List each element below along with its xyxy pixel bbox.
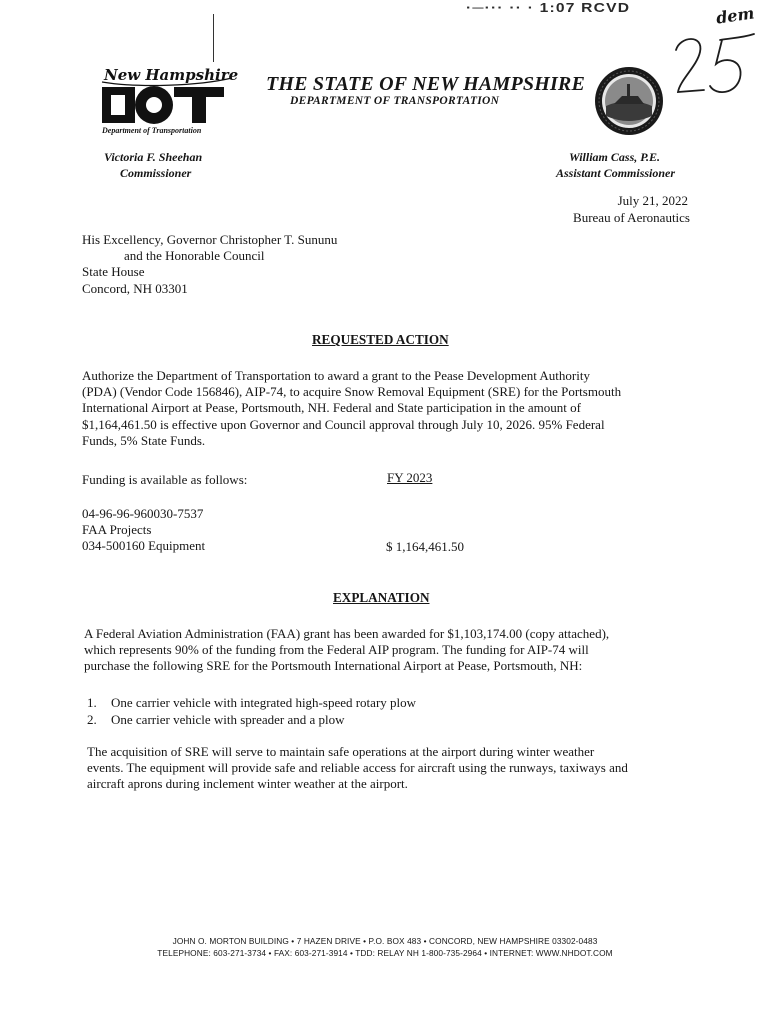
funding-amount: $ 1,164,461.50 — [386, 539, 464, 554]
addressee-line: and the Honorable Council — [124, 248, 265, 264]
funding-label: Funding is available as follows: — [82, 472, 248, 487]
funding-accounts — [82, 506, 205, 555]
footer-contact: TELEPHONE: 603-271-3734 • FAX: 603-271-3914 • TDD: RELAY NH 1-800-735-2964 • INTERNET: WWW.NHDOT.COM — [157, 948, 613, 958]
account-line: 04-96-96-960030-7537 — [82, 506, 204, 521]
assistant-commissioner-title: Assistant Commissioner — [556, 166, 676, 180]
account-line: FAA Projects — [82, 522, 152, 538]
state-seal-icon — [594, 66, 664, 136]
handwritten-number — [670, 30, 760, 102]
assistant-commissioner-name: William Cass, P.E. — [569, 150, 661, 164]
equipment-list — [87, 694, 416, 728]
pen-mark — [213, 14, 214, 62]
paragraph-line: $1,164,461.50 is effective upon Governor and Council approval through July 10, 2026. 95% Federal — [82, 416, 605, 432]
paragraph-line: events. The equipment will provide safe and reliable access for aircraft using the runways, taxiways and — [87, 760, 628, 776]
requested-action-text — [82, 368, 702, 449]
list-item-text: One carrier vehicle with integrated high-speed rotary plow — [111, 695, 417, 710]
paragraph-line: The acquisition of SRE will serve to maintain safe operations at the airport during winter weather — [87, 744, 595, 759]
addressee-line: State House — [82, 264, 145, 280]
department-name: DEPARTMENT OF TRANSPORTATION — [290, 95, 500, 107]
requested-action-heading: REQUESTED ACTION — [312, 332, 449, 347]
list-item-text: One carrier vehicle with spreader and a plow — [111, 712, 345, 727]
explanation-closing — [87, 744, 707, 793]
explanation-text — [84, 626, 704, 675]
paragraph-line: Authorize the Department of Transportation to award a grant to the Pease Development Authority — [82, 368, 590, 383]
commissioner-name: Victoria F. Sheehan — [104, 150, 203, 164]
paragraph-line: Funds, 5% State Funds. — [82, 432, 206, 448]
received-stamp: ·─··· ·· · 1:07 RCVD — [466, 0, 631, 15]
paragraph-line: purchase the following SRE for the Portsmouth International Airport at Pease, Portsmouth, NH: — [84, 658, 583, 674]
footer-address: JOHN O. MORTON BUILDING • 7 HAZEN DRIVE • P.O. BOX 483 • CONCORD, NEW HAMPSHIRE 03302-0483 — [172, 936, 598, 946]
paragraph-line: International Airport at Pease, Portsmouth, NH. Federal and State participation in the amount of — [82, 400, 581, 416]
paragraph-line: (PDA) (Vendor Code 156846), AIP-74, to acquire Snow Removal Equipment (SRE) for the Portsmouth — [82, 384, 622, 400]
addressee-line: His Excellency, Governor Christopher T. Sununu — [82, 232, 338, 247]
commissioner-title: Commissioner — [120, 166, 192, 180]
addressee-line: Concord, NH 03301 — [82, 280, 188, 296]
bureau-name: Bureau of Aeronautics — [573, 210, 690, 225]
list-item — [87, 711, 416, 728]
dot-logo-caption: Department of Transportation — [102, 126, 202, 135]
list-item — [87, 694, 416, 711]
page-title: THE STATE OF NEW HAMPSHIRE — [266, 73, 586, 95]
addressee-block — [82, 232, 337, 297]
handwritten-initials: dem — [714, 3, 756, 28]
list-number: 1. — [87, 695, 97, 710]
list-number: 2. — [87, 712, 97, 727]
letter-date: July 21, 2022 — [617, 193, 688, 208]
paragraph-line: A Federal Aviation Administration (FAA) grant has been awarded for $1,103,174.00 (copy attached), — [84, 626, 610, 641]
paragraph-line: which represents 90% of the funding from the Federal AIP program. The funding for AIP-74 will — [84, 642, 589, 658]
svg-text:New Hampshire: New Hampshire — [104, 66, 238, 84]
nhdot-logo — [98, 64, 238, 140]
paragraph-line: aircraft aprons during inclement winter weather at the airport. — [87, 776, 408, 792]
explanation-heading: EXPLANATION — [333, 590, 430, 605]
account-line: 034-500160 Equipment — [82, 538, 206, 554]
fiscal-year: FY 2023 — [387, 470, 433, 485]
